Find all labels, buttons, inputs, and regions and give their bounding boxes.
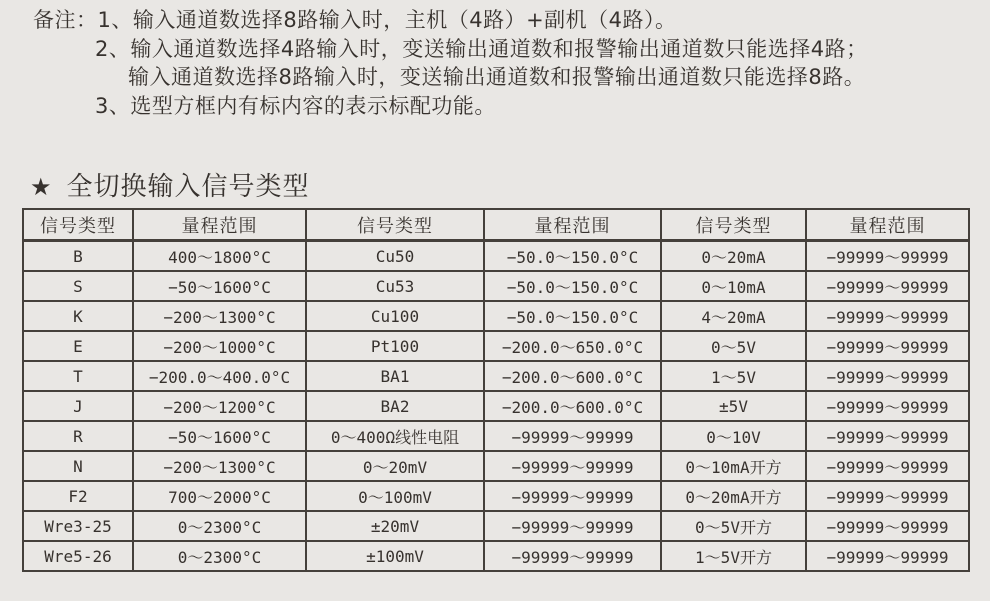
table-header-row xyxy=(23,209,969,241)
table-cell: B xyxy=(23,241,133,272)
table-body xyxy=(23,241,969,572)
table-cell: 0～20mA xyxy=(661,241,806,272)
column-header: 量程范围 xyxy=(484,209,661,241)
signal-type-table xyxy=(22,208,970,572)
table-cell: 0～2300°C xyxy=(133,541,306,571)
section-title-text: 全切换输入信号类型 xyxy=(66,172,310,202)
note-line-1: 备注：1、输入通道数选择8路输入时，主机（4路）+副机（4路）。 xyxy=(33,8,677,32)
table-cell: R xyxy=(23,421,133,451)
table-row xyxy=(23,451,969,481)
table-cell: −99999～99999 xyxy=(806,511,969,541)
table-cell: −99999～99999 xyxy=(806,301,969,331)
table-cell: Wre3-25 xyxy=(23,511,133,541)
table-cell: 400～1800°C xyxy=(133,241,306,272)
table-cell: −99999～99999 xyxy=(806,391,969,421)
table-cell: −99999～99999 xyxy=(806,361,969,391)
column-header: 信号类型 xyxy=(23,209,133,241)
table-cell: 700～2000°C xyxy=(133,481,306,511)
table-cell: Wre5-26 xyxy=(23,541,133,571)
column-header: 量程范围 xyxy=(133,209,306,241)
table-cell: −200.0～600.0°C xyxy=(484,391,661,421)
table-cell: −99999～99999 xyxy=(484,421,661,451)
table-cell: −99999～99999 xyxy=(806,331,969,361)
table-row xyxy=(23,481,969,511)
table-row xyxy=(23,421,969,451)
table-cell: ±100mV xyxy=(306,541,484,571)
table-cell: 0～5V开方 xyxy=(661,511,806,541)
table-row xyxy=(23,301,969,331)
table-row xyxy=(23,391,969,421)
table-cell: F2 xyxy=(23,481,133,511)
table-cell: J xyxy=(23,391,133,421)
table-cell: −99999～99999 xyxy=(806,451,969,481)
table-row xyxy=(23,241,969,272)
table-cell: −99999～99999 xyxy=(484,481,661,511)
table-cell: Cu53 xyxy=(306,271,484,301)
table-row xyxy=(23,361,969,391)
table-cell: −99999～99999 xyxy=(484,541,661,571)
table-cell: −200～1300°C xyxy=(133,451,306,481)
table-cell: −99999～99999 xyxy=(806,421,969,451)
table-cell: 0～10mA xyxy=(661,271,806,301)
table-cell: ±5V xyxy=(661,391,806,421)
table-cell: Pt100 xyxy=(306,331,484,361)
table-cell: 1～5V xyxy=(661,361,806,391)
column-header: 量程范围 xyxy=(806,209,969,241)
table-cell: −99999～99999 xyxy=(484,451,661,481)
table-cell: −50.0～150.0°C xyxy=(484,241,661,272)
table-cell: −200.0～400.0°C xyxy=(133,361,306,391)
table-cell: −99999～99999 xyxy=(484,511,661,541)
table-cell: BA2 xyxy=(306,391,484,421)
table-cell: 0～20mV xyxy=(306,451,484,481)
table-cell: S xyxy=(23,271,133,301)
table-cell: BA1 xyxy=(306,361,484,391)
table-cell: −200.0～650.0°C xyxy=(484,331,661,361)
table-cell: ±20mV xyxy=(306,511,484,541)
table-cell: −50～1600°C xyxy=(133,421,306,451)
table-cell: −99999～99999 xyxy=(806,481,969,511)
table-cell: −50.0～150.0°C xyxy=(484,271,661,301)
table-cell: 0～2300°C xyxy=(133,511,306,541)
table-cell: 0～400Ω线性电阻 xyxy=(306,421,484,451)
notes-block xyxy=(0,6,990,120)
table-cell: −200～1000°C xyxy=(133,331,306,361)
table-cell: K xyxy=(23,301,133,331)
table-cell: −50.0～150.0°C xyxy=(484,301,661,331)
section-title xyxy=(30,166,310,203)
column-header: 信号类型 xyxy=(306,209,484,241)
column-header: 信号类型 xyxy=(661,209,806,241)
table-cell: 4～20mA xyxy=(661,301,806,331)
table-cell: −50～1600°C xyxy=(133,271,306,301)
table-cell: N xyxy=(23,451,133,481)
table-row xyxy=(23,331,969,361)
table-cell: 0～5V xyxy=(661,331,806,361)
table-cell: 0～10V xyxy=(661,421,806,451)
note-line-3: 输入通道数选择8路输入时，变送输出通道数和报警输出通道数只能选择8路。 xyxy=(128,65,866,89)
table-cell: 1～5V开方 xyxy=(661,541,806,571)
table-cell: −99999～99999 xyxy=(806,241,969,272)
table-cell: Cu100 xyxy=(306,301,484,331)
star-icon: ★ xyxy=(30,173,53,201)
table-row xyxy=(23,271,969,301)
table-row xyxy=(23,511,969,541)
table-cell: −99999～99999 xyxy=(806,271,969,301)
table-cell: −200～1200°C xyxy=(133,391,306,421)
table-cell: 0～10mA开方 xyxy=(661,451,806,481)
table-cell: Cu50 xyxy=(306,241,484,272)
table-cell: T xyxy=(23,361,133,391)
table-cell: −200.0～600.0°C xyxy=(484,361,661,391)
table-row xyxy=(23,541,969,571)
table-cell: 0～20mA开方 xyxy=(661,481,806,511)
table-cell: E xyxy=(23,331,133,361)
table-cell: 0～100mV xyxy=(306,481,484,511)
note-line-4: 3、选型方框内有标内容的表示标配功能。 xyxy=(95,93,496,118)
table-cell: −200～1300°C xyxy=(133,301,306,331)
table-cell: −99999～99999 xyxy=(806,541,969,571)
note-line-2: 2、输入通道数选择4路输入时，变送输出通道数和报警输出通道数只能选择4路； xyxy=(95,36,868,61)
